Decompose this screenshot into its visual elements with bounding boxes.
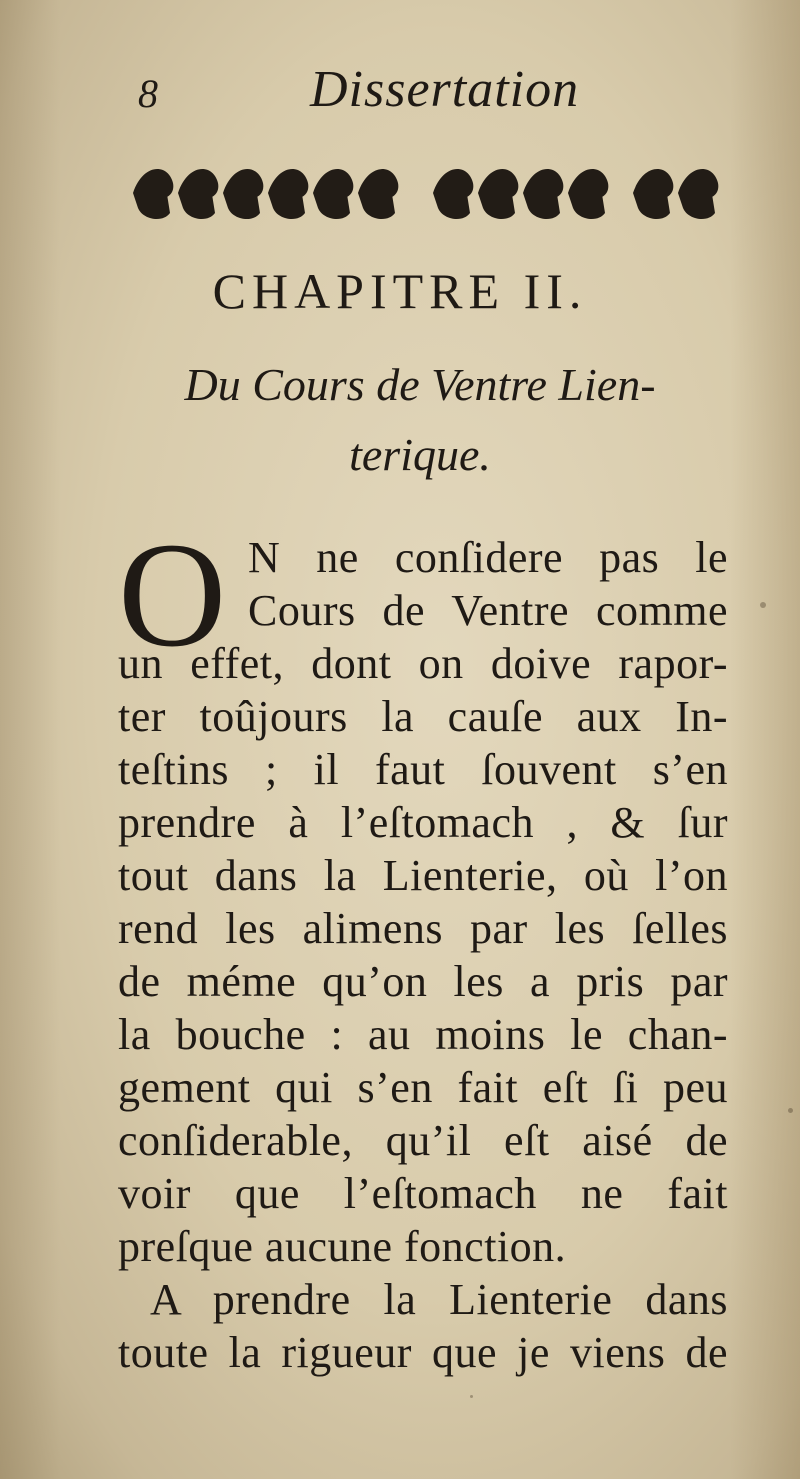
body-line-16: toute la rigueur que je viens de — [118, 1328, 728, 1377]
body-line-4: ter toûjours la cauſe aux In- — [118, 692, 728, 741]
chapter-title: CHAPITRE II. — [212, 263, 588, 319]
chapter-subtitle — [100, 350, 740, 490]
body-line-14: preſque aucune fonction. — [118, 1222, 567, 1271]
ornament-group-middle — [433, 169, 608, 219]
page-shadow-left — [0, 0, 60, 1479]
body-line-15: A prendre la Lienterie dans — [150, 1275, 728, 1324]
body-line-7: tout dans la Lienterie, où l’on — [118, 851, 728, 900]
ornament-group-right — [633, 169, 718, 219]
page-number: 8 — [138, 71, 158, 116]
body-line-13: voir que l’eſtomach ne fait — [118, 1169, 728, 1218]
page-shadow-right — [730, 0, 800, 1479]
ornament-group-left — [133, 169, 398, 219]
body-line-11: gement qui s’en fait eſt ſi peu — [118, 1063, 728, 1112]
drop-cap: O — [118, 512, 227, 678]
body-line-8: rend les alimens par les ſelles — [118, 904, 728, 953]
body-line-2: Cours de Ventre comme — [248, 586, 728, 635]
body-line-3: un effet, dont on doive rapor- — [118, 639, 728, 688]
body-line-12: conſiderable, qu’il eſt aisé de — [118, 1116, 728, 1165]
running-head: Dissertation — [310, 61, 580, 118]
paper-speck — [788, 1108, 793, 1113]
body-line-10: la bouche : au moins le chan- — [118, 1010, 728, 1059]
body-line-9: de méme qu’on les a pris par — [118, 957, 728, 1006]
body-line-6: prendre à l’eſtomach , & ſur — [118, 798, 728, 847]
paper-speck — [470, 1395, 473, 1398]
body-line-5: teſtins ; il faut ſouvent s’en — [118, 745, 728, 794]
paper-speck — [760, 602, 766, 608]
ornamental-band — [128, 158, 728, 228]
chapter-subtitle-line-2: terique. — [349, 429, 491, 480]
chapter-subtitle-line-1: Du Cours de Ventre Lien- — [184, 359, 656, 410]
body-line-1: N ne conſidere pas le — [248, 533, 728, 582]
